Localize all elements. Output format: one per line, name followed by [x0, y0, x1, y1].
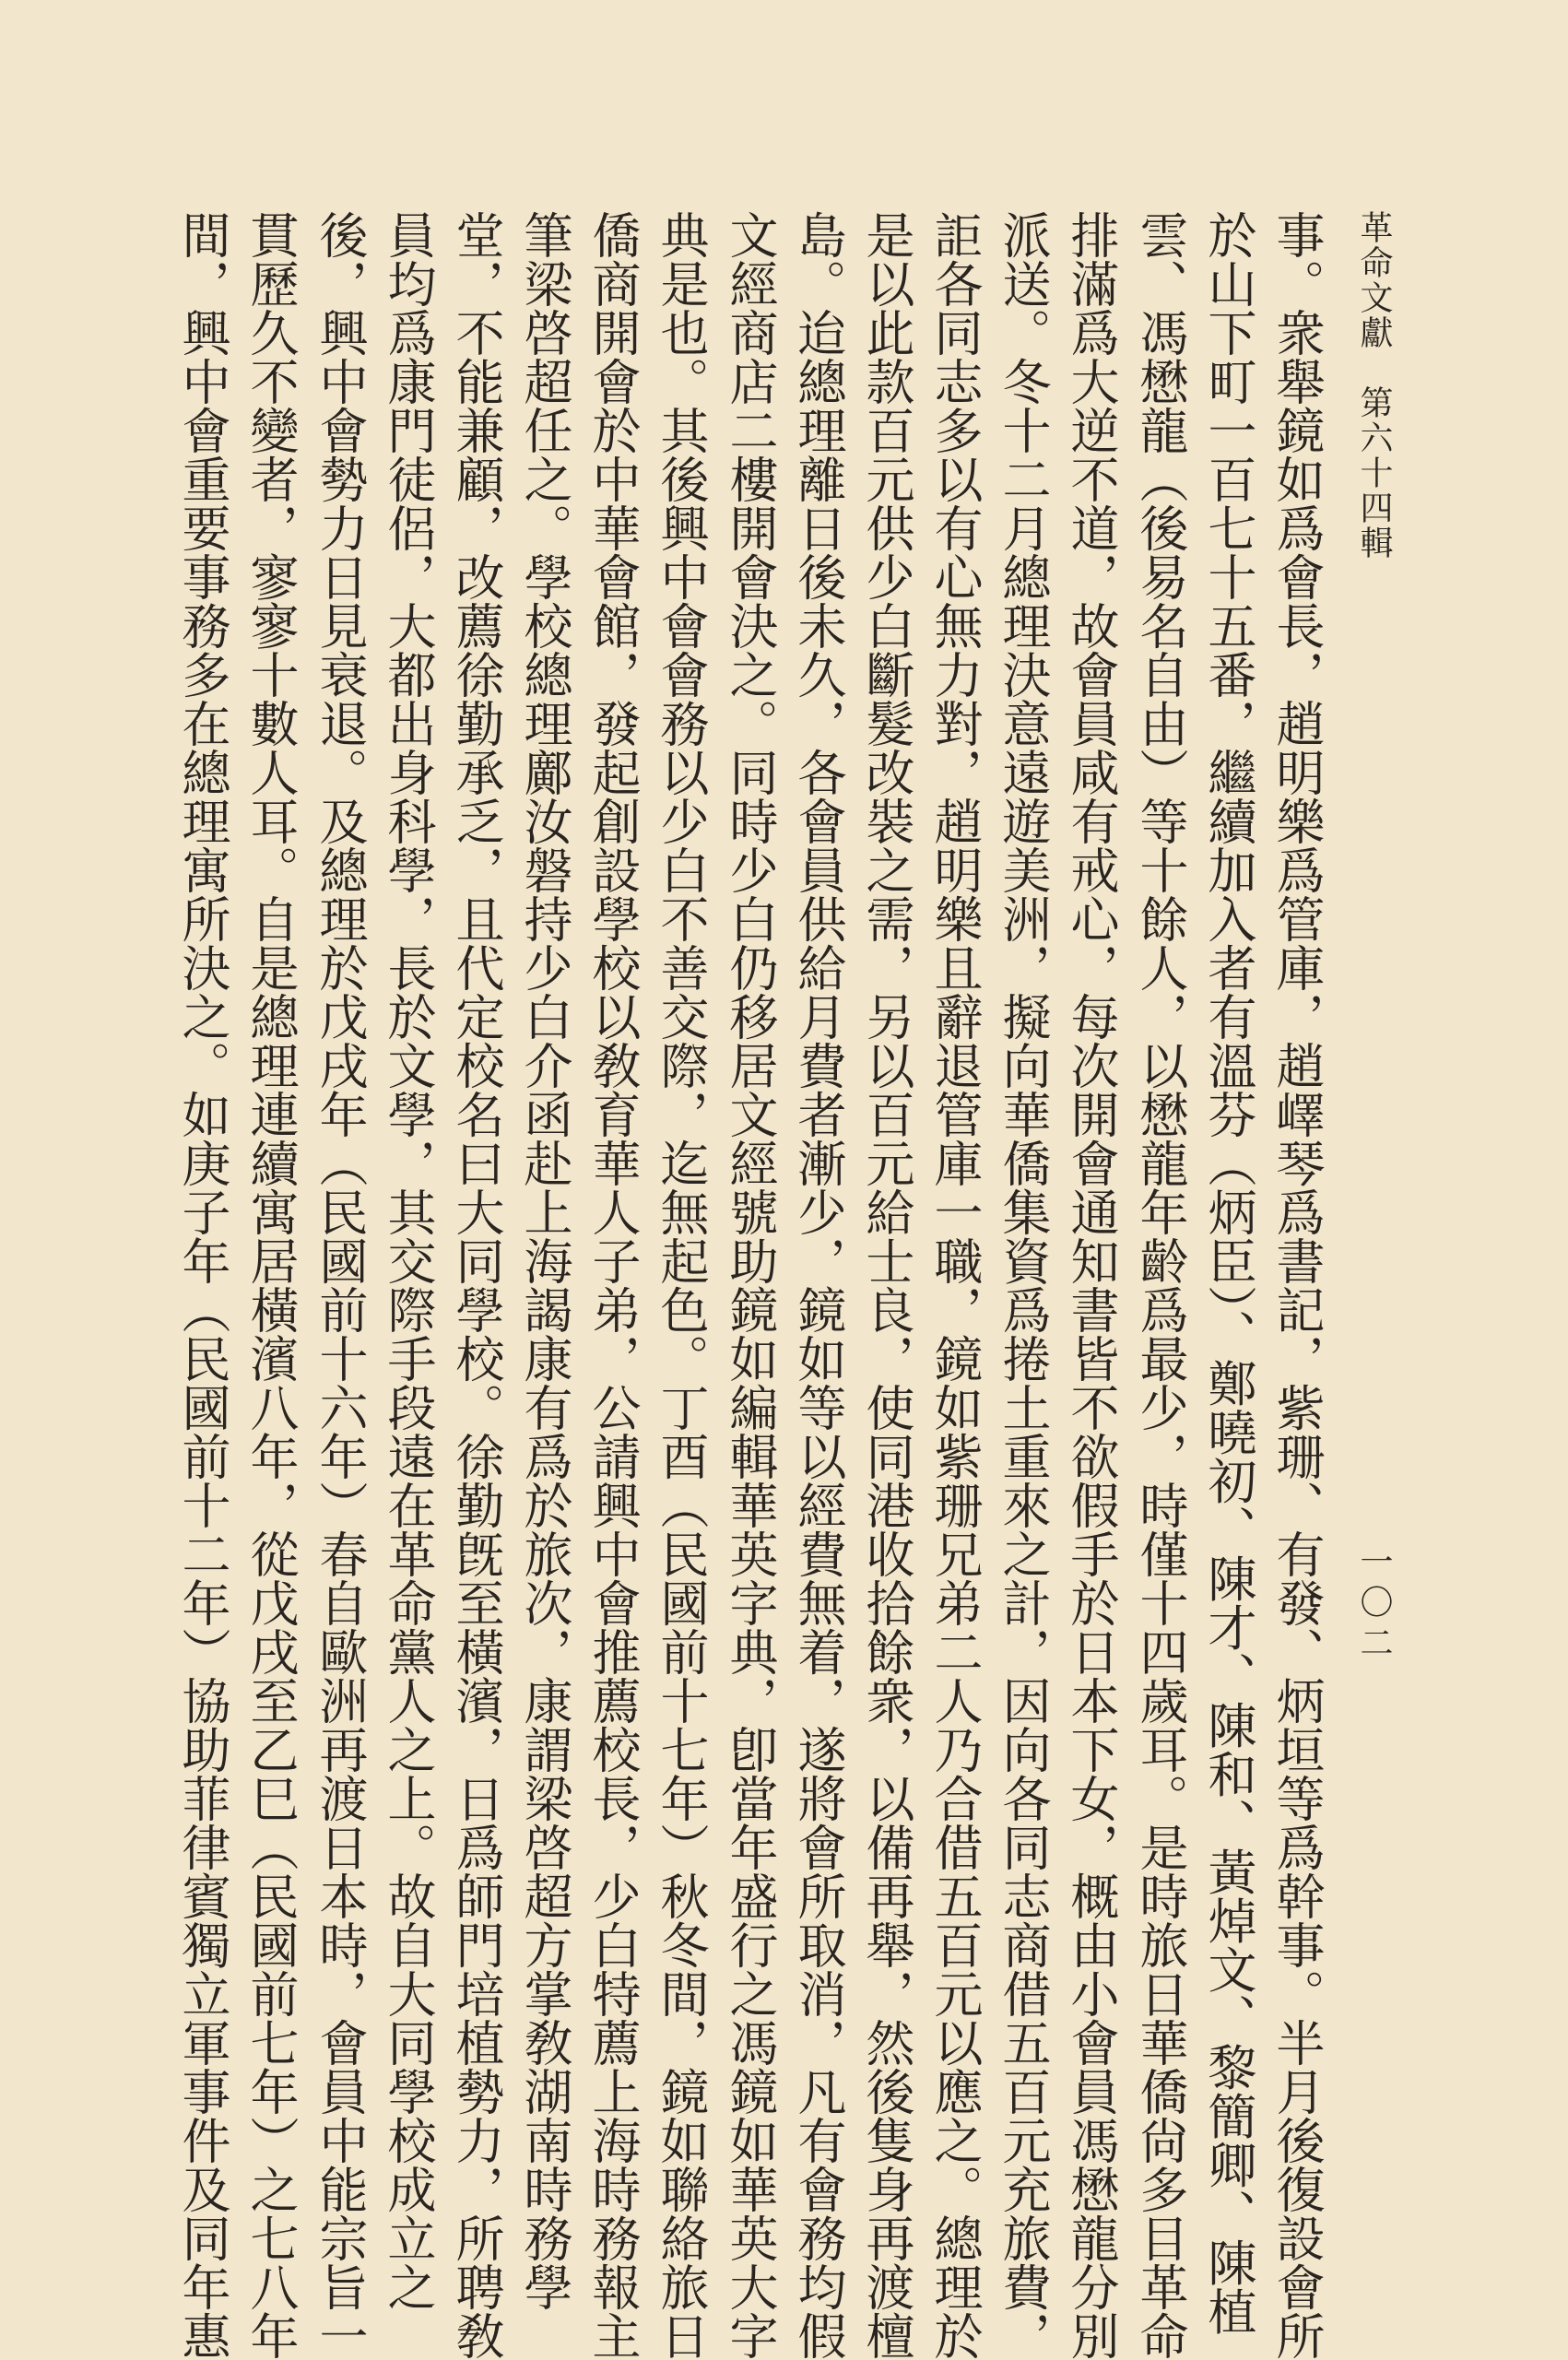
- page-number: 一〇二: [1355, 1544, 1393, 1666]
- text-column: 員均爲康門徒侶，大都出身科學，長於文學，其交際手段遠在革命黨人之上。故自大同學校成立之: [380, 210, 436, 2311]
- text-column: 派送。冬十二月總理決意遠遊美洲，擬向華僑集資爲捲土重來之計，因向各同志商借五百元充旅費，: [995, 210, 1051, 2360]
- text-column: 間，興中會重要事務多在總理寓所決之。如庚子年（民國前十二年）協助菲律賓獨立軍事件及同年惠: [174, 210, 230, 2360]
- text-column: 僑商開會於中華會館，發起創設學校以敎育華人子弟，公請興中會推薦校長，少白特薦上海時務報主: [584, 210, 641, 2360]
- text-column: 貫歷久不變者，寥寥十數人耳。自是總理連續寓居橫濱八年，從戊戌至乙巳（民國前七年）之七八年: [242, 210, 299, 2360]
- text-column: 事。衆舉鏡如爲會長，趙明樂爲管庫，趙嶧琴爲書記，紫珊、有發、炳垣等爲幹事。半月後復設會所: [1268, 210, 1325, 2360]
- text-column: 排滿爲大逆不道，故會員咸有戒心，每次開會通知書皆不欲假手於日本下女，概由小會員馮懋龍分別: [1063, 210, 1119, 2360]
- text-column: 詎各同志多以有心無力對，趙明樂且辭退管庫一職，鏡如紫珊兄弟二人乃合借五百元以應之。總理於: [926, 210, 983, 2360]
- text-column: 筆梁啓超任之。學校總理鄺汝磐持少白介函赴上海謁康有爲於旅次，康謂梁啓超方掌敎湖南時務學: [516, 210, 572, 2311]
- text-column: 島。迨總理離日後未久，各會員供給月費者漸少，鏡如等以經費無着，遂將會所取消，凡有會務均假: [790, 210, 846, 2360]
- text-column: 雲、馮懋龍（後易名自由）等十餘人，以懋龍年齡爲最少，時僅十四歲耳。是時旅日華僑尙多目革命: [1132, 210, 1188, 2360]
- text-column: 文經商店二樓開會決之。同時少白仍移居文經號助鏡如編輯華英字典，卽當年盛行之馮鏡如華英大字: [722, 210, 778, 2360]
- text-column: 後，興中會勢力日見衰退。及總理於戊戌年（民國前十六年）春自歐洲再渡日本時，會員中能宗旨一: [312, 210, 368, 2360]
- text-column: 於山下町一百七十五番，繼續加入者有溫芬（炳臣）、鄭曉初、陳才、陳和、黃焯文、黎簡卿、陳植: [1200, 210, 1256, 2336]
- text-column: 堂，不能兼顧，改薦徐勤承乏，且代定校名曰大同學校。徐勤旣至橫濱，日爲師門培植勢力，所聘敎: [448, 210, 504, 2360]
- running-header-title: 革命文獻 第六十四輯: [1355, 210, 1393, 560]
- text-column: 典是也。其後興中會會務以少白不善交際，迄無起色。丁酉（民國前十七年）秋冬間，鏡如聯絡旅日: [653, 210, 709, 2360]
- text-column: 是以此款百元供少白斷髮改裝之需，另以百元給士良，使同港收拾餘衆，以備再舉，然後隻身再渡檀: [858, 210, 914, 2360]
